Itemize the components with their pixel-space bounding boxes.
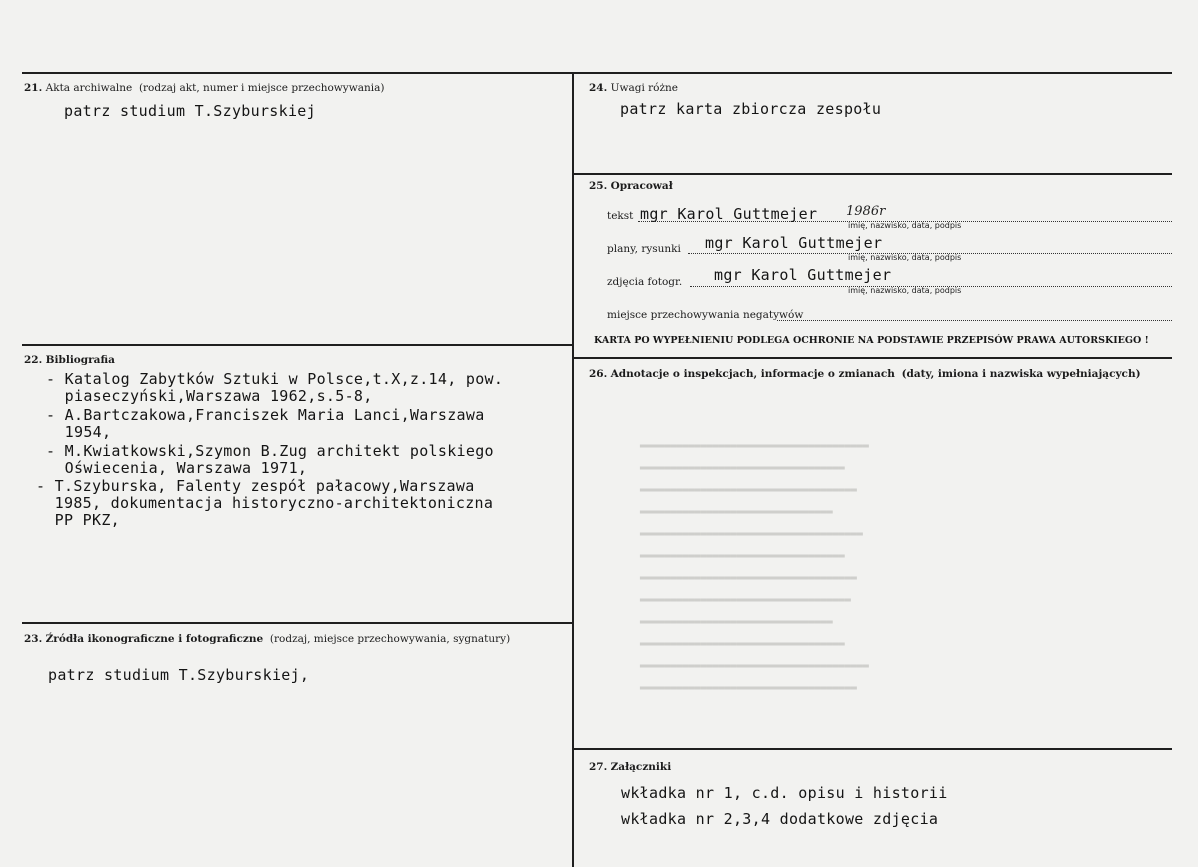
section-27-title: 27. Załączniki	[589, 761, 672, 773]
photos-row-hint: imię, nazwisko, data, podpis	[848, 286, 962, 295]
photos-row-value: mgr Karol Guttmejer	[714, 266, 892, 284]
text-row-date: 1986r	[846, 204, 886, 219]
attachment-line: wkładka nr 1, c.d. opisu i historii	[621, 784, 948, 802]
bibliography-line: - M.Kwiatkowski,Szymon B.Zug architekt polskiego	[46, 442, 494, 460]
bibliography-line: - A.Bartczakowa,Franciszek Maria Lanci,Warszawa	[46, 406, 485, 424]
bibliography-line: - T.Szyburska, Falenty zespół pałacowy,Warszawa	[36, 477, 475, 495]
text-row-value: mgr Karol Guttmejer	[640, 205, 818, 223]
section-21-title: 21. Akta archiwalne (rodzaj akt, numer i miejsce przechowywania)	[24, 82, 385, 94]
rule-left-23	[22, 622, 573, 624]
rule-right-27	[573, 748, 1172, 750]
bibliography-line: 1954,	[46, 423, 112, 441]
negatives-storage-label: miejsce przechowywania negatywów	[607, 309, 804, 321]
section-24-content: patrz karta zbiorcza zespołu	[620, 100, 882, 118]
rule-right-25	[573, 173, 1172, 175]
reverse-bleed-texture: ▂▂▂▂▂▂▂▂▂▂▂▂▂▂▂▂▂▂▂▂▂▂▂▂▂▂▂▂▂▂▂▂▂▂▂▂▂▂ ▂▂▂▂▂▂▂▂▂▂▂▂▂▂▂▂▂▂▂▂▂▂▂▂▂▂▂▂▂▂▂▂▂▂ ▂▂▂▂▂▂▂▂▂▂▂▂▂▂▂▂▂▂▂▂▂▂▂▂▂▂▂▂▂▂▂▂▂▂▂▂ ▂▂▂▂▂▂▂▂▂▂▂▂▂▂▂▂▂▂▂▂▂▂▂▂▂▂▂▂▂▂▂▂ ▂▂▂▂▂▂▂▂▂▂▂▂▂▂▂▂▂▂▂▂▂▂▂▂▂▂▂▂▂▂▂▂▂▂▂▂▂ ▂▂▂▂▂▂▂▂▂▂▂▂▂▂▂▂▂▂▂▂▂▂▂▂▂▂▂▂▂▂▂▂▂▂ ▂▂▂▂▂▂▂▂▂▂▂▂▂▂▂▂▂▂▂▂▂▂▂▂▂▂▂▂▂▂▂▂▂▂▂▂ ▂▂▂▂▂▂▂▂▂▂▂▂▂▂▂▂▂▂▂▂▂▂▂▂▂▂▂▂▂▂▂▂▂▂▂ ▂▂▂▂▂▂▂▂▂▂▂▂▂▂▂▂▂▂▂▂▂▂▂▂▂▂▂▂▂▂▂▂ ▂▂▂▂▂▂▂▂▂▂▂▂▂▂▂▂▂▂▂▂▂▂▂▂▂▂▂▂▂▂▂▂▂▂ ▂▂▂▂▂▂▂▂▂▂▂▂▂▂▂▂▂▂▂▂▂▂▂▂▂▂▂▂▂▂▂▂▂▂▂▂▂▂ ▂▂▂▂▂▂▂▂▂▂▂▂▂▂▂▂▂▂▂▂▂▂▂▂▂▂▂▂▂▂▂▂▂▂▂▂	[640, 437, 869, 690]
plans-row-hint: imię, nazwisko, data, podpis	[848, 253, 962, 262]
attachment-line: wkładka nr 2,3,4 dodatkowe zdjęcia	[621, 810, 939, 828]
bibliography-line: 1985, dokumentacja historyczno-architektoniczna	[36, 494, 494, 512]
section-24-title: 24. Uwagi różne	[589, 82, 678, 94]
text-row-hint: imię, nazwisko, data, podpis	[848, 221, 962, 230]
section-23-title: 23. Źródła ikonograficzne i fotograficzne (rodzaj, miejsce przechowywania, sygnatury)	[24, 633, 511, 645]
section-25-title: 25. Opracował	[589, 180, 673, 192]
copyright-warning: KARTA PO WYPEŁNIENIU PODLEGA OCHRONIE NA PODSTAWIE PRZEPISÓW PRAWA AUTORSKIEGO !	[594, 335, 1149, 346]
column-divider	[572, 72, 574, 867]
bibliography-line: piaseczyński,Warszawa 1962,s.5-8,	[46, 387, 373, 405]
rule-top	[22, 72, 1172, 74]
bibliography-line: - Katalog Zabytków Sztuki w Polsce,t.X,z.14, pow.	[46, 370, 504, 388]
plans-row-label: plany, rysunki	[607, 243, 681, 255]
rule-left-22	[22, 344, 573, 346]
section-26-title: 26. Adnotacje o inspekcjach, informacje o zmianach (daty, imiona i nazwiska wypełniających)	[589, 368, 1141, 380]
plans-row-value: mgr Karol Guttmejer	[705, 234, 883, 252]
rule-right-26	[573, 357, 1172, 359]
section-21-content: patrz studium T.Szyburskiej	[64, 102, 316, 120]
negatives-storage-line	[777, 320, 1172, 321]
bibliography-line: PP PKZ,	[36, 511, 120, 529]
text-row-label: tekst	[607, 210, 634, 222]
bibliography-line: Oświecenia, Warszawa 1971,	[46, 459, 308, 477]
section-22-title: 22. Bibliografia	[24, 354, 115, 366]
section-23-content: patrz studium T.Szyburskiej,	[48, 666, 310, 684]
photos-row-label: zdjęcia fotogr.	[607, 276, 683, 288]
